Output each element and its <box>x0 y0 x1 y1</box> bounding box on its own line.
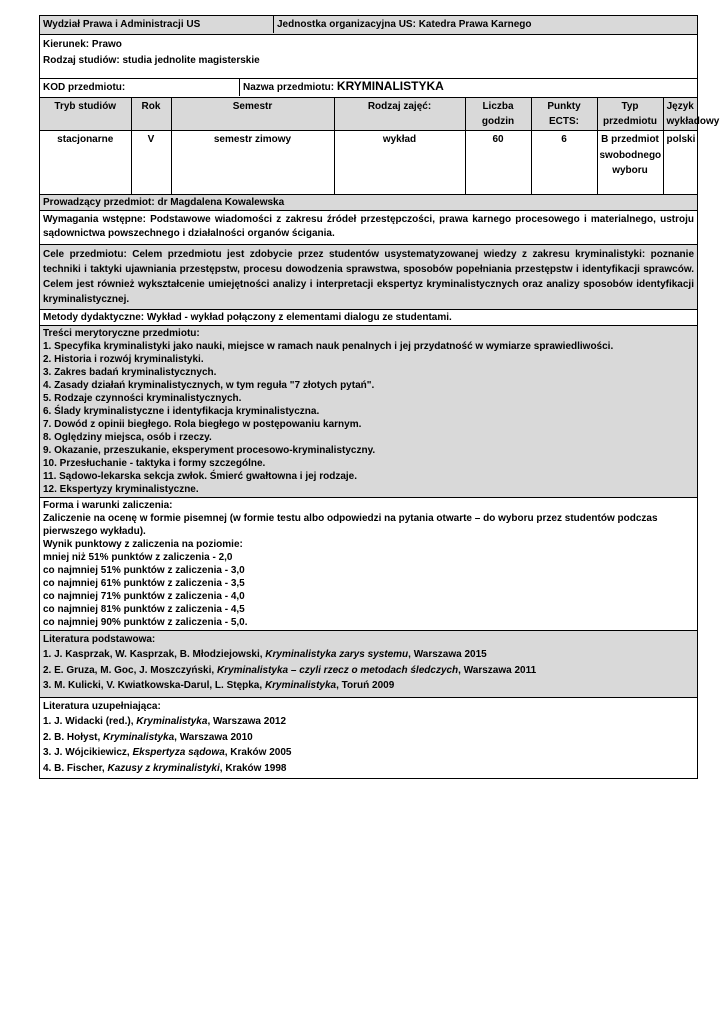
assessment-title: Forma i warunki zaliczenia: <box>43 499 173 511</box>
value-class-type: wykład <box>334 131 465 194</box>
value-hours: 60 <box>465 131 531 194</box>
value-year: V <box>131 131 171 194</box>
header-mode: Tryb studiów <box>40 98 131 131</box>
course-content <box>40 325 698 497</box>
literature-item: 3. J. Wójcikiewicz, Ekspertyza sądowa, Kraków 2005 <box>43 747 292 758</box>
grade-threshold: co najmniej 81% punktów z zaliczenia - 4,5 <box>43 603 245 615</box>
basic-literature <box>40 630 698 697</box>
teaching-methods: Metody dydaktyczne: Wykład - wykład połączony z elementami dialogu ze studentami. <box>40 309 698 325</box>
header-row <box>40 16 698 35</box>
requirements: Wymagania wstępne: Podstawowe wiadomości z zakresu źródeł przestępczości, prawa karnego procesowego i materialnego, ustroju sądownictwa powszechnego i działalności organów ścigania. <box>40 210 698 244</box>
literature-item: 2. E. Gruza, M. Goc, J. Moszczyński, Kryminalistyka – czyli rzecz o metodach śledczych, Warszawa 2011 <box>43 664 537 676</box>
literature-item: 1. J. Widacki (red.), Kryminalistyka, Warszawa 2012 <box>43 716 287 727</box>
organizational-unit: Jednostka organizacyjna US: Katedra Prawa Karnego <box>277 19 532 30</box>
header-ects: Punkty ECTS: <box>531 98 597 131</box>
program-info <box>40 35 698 79</box>
literature-item: 4. B. Fischer, Kazusy z kryminalistyki, Kraków 1998 <box>43 762 287 774</box>
literature-item: 1. J. Kasprzak, W. Kasprzak, B. Młodziejowski, Kryminalistyka zarys systemu, Warszawa 2015 <box>43 649 487 660</box>
grade-threshold: mniej niż 51% punktów z zaliczenia - 2,0 <box>43 551 233 563</box>
content-item: 2. Historia i rozwój kryminalistyki. <box>43 353 204 365</box>
lecturer: Prowadzący przedmiot: dr Magdalena Kowalewska <box>40 194 698 210</box>
assessment-scale-title: Wynik punktowy z zaliczenia na poziomie: <box>43 538 243 550</box>
grade-threshold: co najmniej 90% punktów z zaliczenia - 5,0. <box>43 616 248 628</box>
supplementary-literature-title: Literatura uzupełniająca: <box>43 700 161 712</box>
value-language: polski <box>666 134 696 145</box>
header-subject-type: Typ przedmiotu <box>597 98 663 131</box>
content-item: 6. Ślady kryminalistyczne i identyfikacja kryminalistyczna. <box>43 405 320 417</box>
course-name-cell <box>240 79 698 96</box>
content-item: 5. Rodzaje czynności kryminalistycznych. <box>43 392 242 404</box>
grade-threshold: co najmniej 51% punktów z zaliczenia - 3,0 <box>43 564 245 576</box>
grade-threshold: co najmniej 71% punktów z zaliczenia - 4,0 <box>43 590 245 602</box>
content-item: 7. Dowód z opinii biegłego. Rola biegłego w postępowaniu karnym. <box>43 418 362 430</box>
course-name-label: Nazwa przedmiotu: <box>243 82 335 93</box>
program-direction: Kierunek: Prawo <box>43 39 122 50</box>
value-subject-type: B przedmiot swobodnego wyboru <box>597 131 663 194</box>
value-semester: semestr zimowy <box>171 131 334 194</box>
basic-literature-title: Literatura podstawowa: <box>43 633 156 645</box>
content-item: 9. Okazanie, przeszukanie, eksperyment procesowo-kryminalistyczny. <box>43 444 376 456</box>
content-item: 11. Sądowo-lekarska sekcja zwłok. Śmierć gwałtowna i jej rodzaje. <box>43 470 358 482</box>
content-item: 1. Specyfika kryminalistyki jako nauki, miejsce w ramach nauk penalnych i jej przydatność w wymiarze sprawiedliwości. <box>43 340 614 352</box>
course-details <box>40 98 720 195</box>
header-hours: Liczba godzin <box>465 98 531 131</box>
header-year: Rok <box>131 98 171 131</box>
value-ects: 6 <box>531 131 597 194</box>
course-details-grid <box>40 98 720 194</box>
course-code-label: KOD przedmiotu: <box>40 79 240 96</box>
supplementary-literature <box>40 697 698 779</box>
assessment <box>40 497 698 630</box>
literature-item: 3. M. Kulicki, V. Kwiatkowska-Darul, L. Stępka, Kryminalistyka, Toruń 2009 <box>43 680 395 691</box>
course-name-value: KRYMINALISTYKA <box>336 79 444 93</box>
grade-threshold: co najmniej 61% punktów z zaliczenia - 3,5 <box>43 577 245 589</box>
literature-item: 2. B. Hołyst, Kryminalistyka, Warszawa 2010 <box>43 731 253 743</box>
content-item: 8. Oględziny miejsca, osób i rzeczy. <box>43 431 212 443</box>
header-semester: Semestr <box>171 98 334 131</box>
course-code-row <box>40 79 698 98</box>
content-item: 10. Przesłuchanie - taktyka i formy szczególne. <box>43 457 266 469</box>
syllabus-table <box>39 15 720 779</box>
course-syllabus-sheet <box>39 15 720 779</box>
course-content-title: Treści merytoryczne przedmiotu: <box>43 327 200 339</box>
course-goals: Cele przedmiotu: Celem przedmiotu jest zdobycie przez studentów usystematyzowanej wiedzy z zakresu kryminalistyki: poznanie techniki i taktyki ujawniania przestępstw, procesu dowodzenia sprawstwa, sposobów popełniania przestępstw i identyfikacji sprawców. Celem jest również wykształcenie umiejętności analizy i interpretacji ekspertyz kryminalistycznych oraz analizy sposobów identyfikacji kryminalistycznej. <box>40 244 698 309</box>
content-item: 3. Zakres badań kryminalistycznych. <box>43 366 217 378</box>
value-mode: stacjonarne <box>40 131 131 194</box>
content-item: 12. Ekspertyzy kryminalistyczne. <box>43 483 199 495</box>
header-class-type: Rodzaj zajęć: <box>334 98 465 131</box>
faculty-name: Wydział Prawa i Administracji US <box>40 16 274 33</box>
content-item: 4. Zasady działań kryminalistycznych, w tym reguła "7 złotych pytań". <box>43 379 375 391</box>
header-language: Język wykładowy <box>663 98 697 131</box>
assessment-description: Zaliczenie na ocenę w formie pisemnej (w formie testu albo odpowiedzi na pytania otwarte – do wyboru przez studentów podczas pierwszego wykładu). <box>43 512 658 537</box>
program-study-type: Rodzaj studiów: studia jednolite magisterskie <box>43 55 260 66</box>
